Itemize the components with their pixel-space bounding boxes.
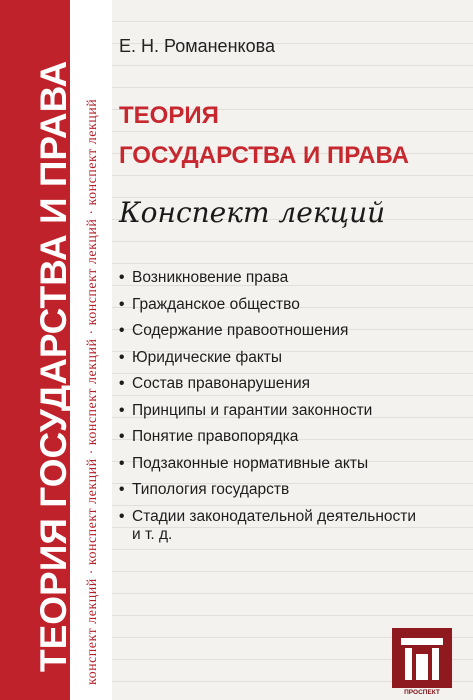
bullet-icon: • — [119, 322, 125, 339]
publisher-name: ПРОСПЕКТ — [404, 689, 440, 696]
topic-item — [119, 295, 464, 322]
book-title-line-2: ГОСУДАРСТВА И ПРАВА — [119, 142, 409, 169]
topics-etc: и т. д. — [132, 526, 173, 543]
topic-label: Возникновение права — [132, 269, 289, 286]
topic-label: Юридические факты — [132, 348, 283, 366]
book-subtitle: Конспект лекций — [119, 196, 386, 229]
spine-pattern-text: конспект лекций · конспект лекций · конспект лекций · конспект лекций · конспект лекций — [85, 98, 100, 685]
bullet-icon: • — [119, 348, 125, 366]
topic-label: Состав правонарушения — [132, 375, 311, 392]
bullet-icon: • — [119, 507, 125, 525]
publisher-logo — [392, 628, 452, 698]
topic-item — [119, 454, 464, 481]
topics-list — [119, 268, 464, 533]
topic-label: Стадии законодательной деятельности — [132, 507, 417, 525]
spine-title: ТЕОРИЯ ГОСУДАРСТВА И ПРАВА — [33, 60, 74, 672]
bullet-icon: • — [119, 481, 125, 498]
topic-label: Принципы и гарантии законности — [132, 401, 373, 419]
bullet-icon: • — [119, 454, 125, 472]
bullet-icon: • — [119, 269, 125, 286]
author-name: Е. Н. Романенкова — [119, 36, 275, 56]
topic-item — [119, 427, 464, 454]
bullet-icon: • — [119, 428, 125, 445]
topic-item — [119, 348, 464, 375]
book-title — [119, 96, 409, 176]
topic-label: Содержание правоотношения — [132, 322, 349, 339]
topic-label: Подзаконные нормативные акты — [132, 454, 369, 472]
topic-item — [119, 321, 464, 348]
topic-item — [119, 480, 464, 507]
topic-label: Понятие правопорядка — [132, 428, 299, 445]
bullet-icon: • — [119, 295, 125, 313]
publisher-gate-icon — [392, 628, 452, 688]
topic-item — [119, 268, 464, 295]
topic-label: Гражданское общество — [132, 295, 300, 313]
topic-item — [119, 401, 464, 428]
spine-strip — [0, 0, 112, 700]
topic-item — [119, 374, 464, 401]
bullet-icon: • — [119, 401, 125, 419]
topic-label: Типология государств — [132, 481, 290, 498]
book-title-line-1: ТЕОРИЯ — [119, 102, 219, 129]
bullet-icon: • — [119, 375, 125, 392]
